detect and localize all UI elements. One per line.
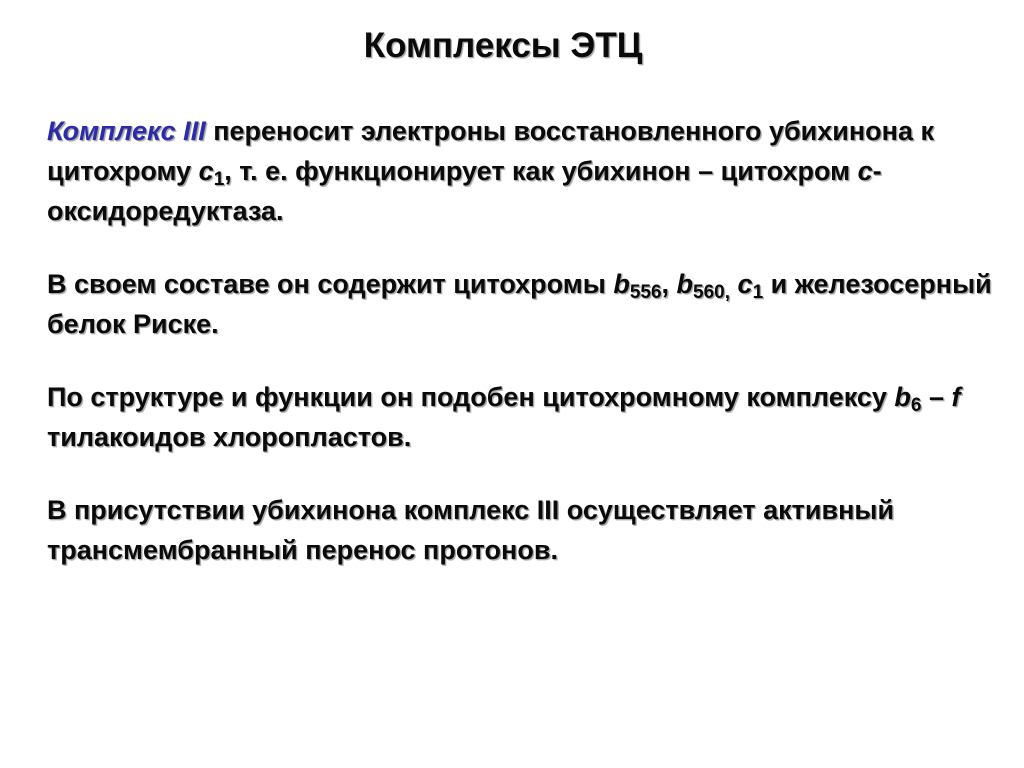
paragraph-composition <box>47 264 1007 344</box>
cytochrome-b-symbol: b <box>613 269 630 299</box>
subscript: 556 <box>629 282 662 303</box>
paragraph-spacer <box>47 231 1007 264</box>
cytochrome-c-symbol: c <box>857 156 873 186</box>
paragraph-spacer <box>47 457 1007 490</box>
subscript: 560, <box>693 282 731 303</box>
text-run <box>730 269 738 299</box>
subscript: 6 <box>910 395 922 416</box>
cytochrome-f-symbol: f <box>951 382 961 412</box>
text-run: переносит электроны восстановленного убихинона к цитохрому <box>47 116 935 186</box>
cytochrome-b-symbol: b <box>894 382 911 412</box>
subscript: 1 <box>752 282 764 303</box>
complex-iii-term: Комплекс III <box>47 116 206 146</box>
text-run: По структуре и функции он подобен цитохромному комплексу <box>47 382 895 412</box>
text-run: , т. е. функционирует как убихинон – цитохром <box>224 156 858 186</box>
paragraph-complex-iii-function <box>47 111 1007 231</box>
text-run: В своем составе он содержит цитохромы <box>47 269 614 299</box>
text-run: и железосерный белок Риске. <box>47 269 992 339</box>
subscript: 1 <box>213 169 225 190</box>
text-run: – <box>921 382 952 412</box>
paragraph-proton-transport <box>47 490 1007 570</box>
text-run: -оксидоредуктаза. <box>47 156 882 226</box>
text-run: В присутствии убихинона комплекс III осуществляет активный трансмембранный перенос протонов. <box>47 495 895 565</box>
cytochrome-c-symbol: c <box>198 156 214 186</box>
slide-title: Комплексы ЭТЦ <box>363 26 643 65</box>
cytochrome-c-symbol: c <box>737 269 753 299</box>
slide-body <box>47 111 1007 570</box>
text-run: , <box>661 269 677 299</box>
text-run: тилакоидов хлоропластов. <box>47 422 412 452</box>
paragraph-structural-similarity <box>47 377 1007 457</box>
cytochrome-b-symbol: b <box>676 269 694 299</box>
paragraph-spacer <box>47 344 1007 377</box>
